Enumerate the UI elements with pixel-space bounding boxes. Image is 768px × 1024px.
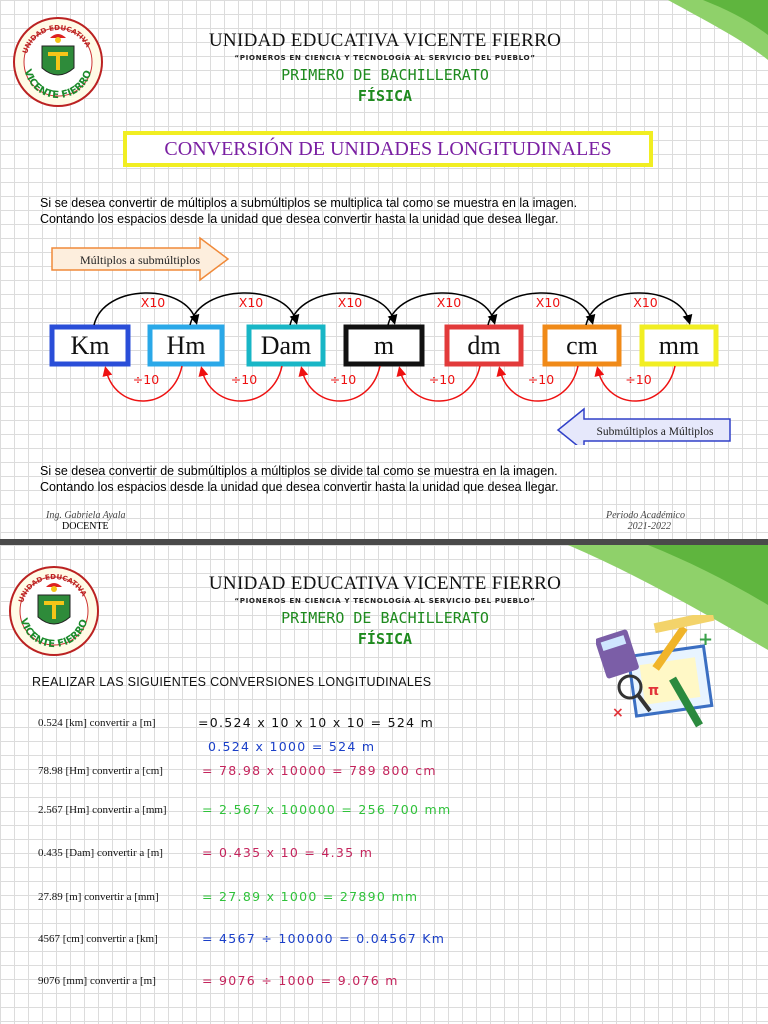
unit-conversion-diagram bbox=[0, 230, 768, 445]
period-label: Periodo Académico bbox=[606, 510, 685, 521]
outro-paragraph bbox=[40, 464, 558, 495]
divide-label: ÷10 bbox=[625, 372, 652, 387]
multiply-label: X10 bbox=[633, 295, 658, 310]
exercise-answer: = 0.435 x 10 = 4.35 m bbox=[202, 845, 374, 860]
submultiples-to-multiples-arrow bbox=[558, 409, 730, 445]
school-motto: “PIONEROS EN CIENCIA Y TECNOLOGÍA AL SERVICIO DEL PUEBLO” bbox=[234, 53, 536, 62]
unit-label: dm bbox=[467, 331, 501, 360]
unit-label: cm bbox=[566, 331, 598, 360]
period-value: 2021-2022 bbox=[627, 521, 671, 532]
document-header bbox=[120, 573, 650, 648]
exercise-prompt: 78.98 [Hm] convertir a [cm] bbox=[38, 765, 163, 777]
divide-label: ÷10 bbox=[230, 372, 258, 387]
exercise-answer: =0.524 x 10 x 10 x 10 = 524 m bbox=[198, 715, 435, 730]
divide-label: ÷10 bbox=[132, 372, 160, 387]
unit-box bbox=[545, 327, 619, 364]
document-header bbox=[120, 30, 650, 105]
unit-label: m bbox=[373, 331, 395, 360]
slide-2 bbox=[0, 545, 768, 1024]
unit-box bbox=[346, 327, 422, 364]
submultiples-arrow-label: Submúltiplos a Múltiplos bbox=[596, 426, 714, 438]
divide-label: ÷10 bbox=[527, 372, 555, 387]
school-crest-logo bbox=[8, 565, 100, 657]
exercise-answer: = 2.567 x 100000 = 256 700 mm bbox=[202, 802, 452, 817]
exercise-prompt: 9076 [mm] convertir a [m] bbox=[38, 975, 156, 987]
school-motto: “PIONEROS EN CIENCIA Y TECNOLOGÍA AL SERVICIO DEL PUEBLO” bbox=[234, 596, 536, 605]
intro-paragraph bbox=[40, 196, 577, 227]
divide-label: ÷10 bbox=[329, 372, 357, 387]
corner-decoration bbox=[648, 0, 768, 70]
exercise-prompt: 0.435 [Dam] convertir a [m] bbox=[38, 847, 163, 859]
exercise-title: REALIZAR LAS SIGUIENTES CONVERSIONES LONGITUDINALES bbox=[32, 675, 432, 689]
school-name: UNIDAD EDUCATIVA VICENTE FIERRO bbox=[208, 30, 562, 51]
subject-name: FÍSICA bbox=[357, 87, 413, 105]
multiply-label: X10 bbox=[535, 295, 561, 310]
multiply-label: X10 bbox=[140, 295, 166, 310]
unit-label: Hm bbox=[166, 331, 206, 360]
svg-text:UNIDAD EDUCATIVA: UNIDAD EDUCATIVA bbox=[21, 23, 92, 55]
unit-box bbox=[52, 327, 128, 364]
svg-text:UNIDAD EDUCATIVA: UNIDAD EDUCATIVA bbox=[17, 572, 88, 604]
intro-line-1: Si se desea convertir de múltiplos a submúltiplos se multiplica tal como se muestra en la imagen. bbox=[40, 196, 578, 210]
unit-box bbox=[642, 327, 716, 364]
grade-level: PRIMERO DE BACHILLERATO bbox=[281, 66, 489, 84]
exercise-prompt: 4567 [cm] convertir a [km] bbox=[38, 933, 158, 945]
school-supplies-clipart bbox=[596, 615, 722, 733]
unit-box bbox=[447, 327, 521, 364]
intro-line-2: Contando los espacios desde la unidad que desea convertir hasta la unidad que desea llegar. bbox=[40, 211, 559, 226]
exercise-answer-alt: 0.524 x 1000 = 524 m bbox=[208, 739, 376, 754]
outro-line-1: Si se desea convertir de submúltiplos a múltiplos se divide tal como se muestra en la imagen. bbox=[40, 464, 558, 478]
unit-label: Km bbox=[70, 331, 110, 360]
topic-title: CONVERSIÓN DE UNIDADES LONGITUDINALES bbox=[123, 131, 653, 167]
outro-line-2: Contando los espacios desde la unidad que desea convertir hasta la unidad que desea llegar. bbox=[40, 479, 559, 494]
exercise-prompt: 27.89 [m] convertir a [mm] bbox=[38, 891, 159, 903]
teacher-signature bbox=[46, 510, 126, 532]
exercise-answer: = 78.98 x 10000 = 789 800 cm bbox=[202, 763, 437, 778]
exercise-prompt: 2.567 [Hm] convertir a [mm] bbox=[38, 804, 167, 816]
teacher-role: DOCENTE bbox=[62, 521, 109, 532]
divide-label: ÷10 bbox=[428, 372, 456, 387]
svg-text:+: + bbox=[698, 629, 714, 650]
unit-label: mm bbox=[658, 331, 700, 360]
multiples-to-submultiples-arrow bbox=[52, 238, 228, 280]
unit-box bbox=[150, 327, 222, 364]
unit-boxes bbox=[52, 327, 716, 364]
multiply-label: X10 bbox=[436, 295, 462, 310]
exercise-answer: = 27.89 x 1000 = 27890 mm bbox=[202, 889, 419, 904]
svg-text:VICENTE FIERRO: VICENTE FIERRO bbox=[21, 68, 95, 102]
school-crest-logo bbox=[12, 16, 104, 108]
multiples-arrow-label: Múltiplos a submúltiplos bbox=[79, 253, 201, 267]
unit-label: Dam bbox=[260, 331, 312, 360]
multiply-label: X10 bbox=[238, 295, 264, 310]
exercise-answer: = 4567 ÷ 100000 = 0.04567 Km bbox=[202, 931, 446, 946]
svg-text:VICENTE FIERRO: VICENTE FIERRO bbox=[17, 617, 91, 651]
subject-name: FÍSICA bbox=[357, 630, 413, 648]
school-name: UNIDAD EDUCATIVA VICENTE FIERRO bbox=[208, 573, 562, 594]
multiply-label: X10 bbox=[337, 295, 363, 310]
unit-box bbox=[249, 327, 323, 364]
svg-text:×: × bbox=[612, 705, 624, 721]
teacher-name: Ing. Gabriela Ayala bbox=[46, 510, 126, 521]
exercise-answer: = 9076 ÷ 1000 = 9.076 m bbox=[202, 973, 399, 988]
academic-period bbox=[606, 510, 685, 532]
exercise-prompt: 0.524 [km] convertir a [m] bbox=[38, 717, 156, 729]
grade-level: PRIMERO DE BACHILLERATO bbox=[281, 609, 489, 627]
svg-text:π: π bbox=[648, 683, 660, 699]
